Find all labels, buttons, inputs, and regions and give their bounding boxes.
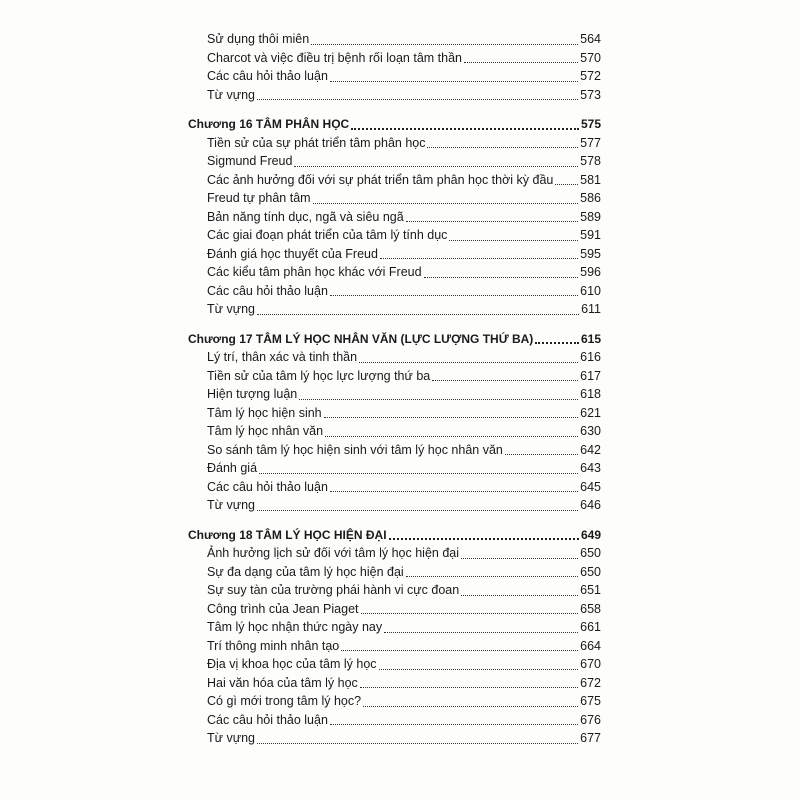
- dot-leader: [380, 258, 578, 259]
- entry-page-number: 642: [580, 442, 601, 457]
- entry-page-number: 589: [580, 209, 601, 224]
- entry-page-number: 677: [580, 731, 601, 745]
- entry-page-number: 650: [580, 564, 601, 579]
- toc-entry[interactable]: [188, 348, 601, 367]
- toc-entry[interactable]: [188, 544, 601, 563]
- dot-leader: [505, 454, 578, 455]
- entry-title: Tâm lý học hiện sinh: [207, 405, 322, 420]
- entry-page-number: 570: [580, 50, 601, 65]
- entry-title: Các câu hỏi thảo luận: [207, 69, 328, 83]
- toc-entry[interactable]: [188, 171, 601, 190]
- entry-page-number: 676: [580, 712, 601, 727]
- entry-page-number: 586: [580, 191, 601, 205]
- entry-title: So sánh tâm lý học hiện sinh với tâm lý học nhân văn: [207, 442, 503, 457]
- entry-title: Từ vựng: [207, 302, 255, 316]
- entry-page-number: 573: [580, 87, 601, 102]
- dot-leader: [389, 538, 579, 540]
- dot-leader: [330, 491, 578, 492]
- entry-page-number: 650: [580, 546, 601, 560]
- entry-page-number: 578: [580, 154, 601, 168]
- dot-leader: [330, 724, 578, 725]
- dot-leader: [257, 99, 578, 100]
- toc-entry[interactable]: [188, 459, 601, 478]
- entry-page-number: 610: [580, 283, 601, 298]
- entry-title: Lý trí, thân xác và tinh thần: [207, 350, 358, 364]
- dot-leader: [464, 62, 578, 63]
- dot-leader: [313, 203, 579, 204]
- toc-entry[interactable]: [188, 404, 601, 423]
- toc-entry[interactable]: [188, 189, 601, 208]
- toc-entry[interactable]: [188, 263, 601, 282]
- entry-title: Freud tự phân tâm: [207, 191, 311, 205]
- entry-title: Tâm lý học nhân văn: [207, 424, 324, 438]
- entry-title: Từ vựng: [207, 498, 255, 512]
- dot-leader: [427, 147, 578, 148]
- dot-leader: [330, 295, 578, 296]
- entry-title: Từ vựng: [207, 731, 255, 745]
- toc-entry[interactable]: [188, 581, 601, 600]
- entry-page-number: 596: [580, 265, 601, 279]
- chapter-page-number: 615: [580, 331, 601, 346]
- entry-title: Các câu hỏi thảo luận: [207, 712, 328, 727]
- entry-page-number: 675: [580, 694, 601, 708]
- entry-title: Sự suy tàn của trường phái hành vi cực đoan: [207, 583, 460, 597]
- dot-leader: [360, 687, 578, 688]
- section-spacer: [188, 515, 601, 526]
- toc-entry[interactable]: [188, 563, 601, 582]
- toc-entry[interactable]: [188, 134, 601, 153]
- dot-leader: [359, 362, 578, 363]
- dot-leader: [406, 221, 578, 222]
- entry-page-number: 661: [580, 620, 601, 634]
- entry-page-number: 617: [580, 368, 601, 383]
- chapter-title: Chương 17 TÂM LÝ HỌC NHÂN VĂN (LỰC LƯỢNG THỨ BA): [188, 331, 534, 346]
- entry-title: Tâm lý học nhận thức ngày nay: [207, 620, 383, 634]
- entry-page-number: 618: [580, 387, 601, 401]
- toc-entry[interactable]: [188, 226, 601, 245]
- toc-entry[interactable]: [188, 67, 601, 86]
- dot-leader: [461, 558, 578, 559]
- toc-entry[interactable]: [188, 208, 601, 227]
- toc-entry[interactable]: [188, 729, 601, 748]
- entry-title: Bản năng tính dục, ngã và siêu ngã: [207, 209, 404, 224]
- dot-leader: [257, 510, 578, 511]
- dot-leader: [324, 417, 579, 418]
- entry-title: Ảnh hưởng lịch sử đối với tâm lý học hiện đại: [207, 546, 460, 560]
- dot-leader: [363, 706, 578, 707]
- entry-page-number: 645: [580, 479, 601, 494]
- dot-leader: [449, 240, 578, 241]
- toc-entry[interactable]: [188, 300, 601, 319]
- toc-entry[interactable]: [188, 478, 601, 497]
- dot-leader: [330, 81, 578, 82]
- entry-page-number: 658: [580, 601, 601, 616]
- chapter-heading[interactable]: [188, 526, 601, 545]
- entry-page-number: 621: [580, 405, 601, 420]
- table-of-contents: [188, 30, 601, 748]
- entry-title: Từ vựng: [207, 87, 255, 102]
- toc-entry[interactable]: [188, 367, 601, 386]
- entry-page-number: 577: [580, 135, 601, 150]
- dot-leader: [259, 473, 578, 474]
- section-spacer: [188, 104, 601, 115]
- dot-leader: [384, 632, 578, 633]
- toc-entry[interactable]: [188, 441, 601, 460]
- dot-leader: [461, 595, 578, 596]
- chapter-title: Chương 18 TÂM LÝ HỌC HIỆN ĐẠI: [188, 527, 387, 542]
- dot-leader: [299, 399, 578, 400]
- entry-title: Charcot và việc điều trị bệnh rối loạn tâm thần: [207, 50, 462, 65]
- entry-page-number: 651: [580, 583, 601, 597]
- entry-title: Sự đa dạng của tâm lý học hiện đại: [207, 564, 404, 579]
- entry-title: Công trình của Jean Piaget: [207, 601, 359, 616]
- entry-title: Trí thông minh nhân tạo: [207, 638, 340, 653]
- toc-entry[interactable]: [188, 245, 601, 264]
- toc-entry[interactable]: [188, 496, 601, 515]
- entry-page-number: 664: [580, 638, 601, 653]
- dot-leader: [311, 44, 578, 45]
- entry-page-number: 611: [581, 302, 601, 316]
- chapter-heading[interactable]: [188, 115, 601, 134]
- entry-title: Địa vị khoa học của tâm lý học: [207, 657, 377, 671]
- dot-leader: [257, 314, 579, 315]
- entry-title: Các ảnh hưởng đối với sự phát triển tâm phân học thời kỳ đầu: [207, 172, 554, 187]
- dot-leader: [424, 277, 579, 278]
- entry-title: Hai văn hóa của tâm lý học: [207, 675, 358, 690]
- entry-title: Các câu hỏi thảo luận: [207, 479, 328, 494]
- dot-leader: [379, 669, 579, 670]
- entry-title: Đánh giá học thuyết của Freud: [207, 246, 378, 261]
- entry-page-number: 595: [580, 246, 601, 261]
- entry-title: Đánh giá: [207, 461, 258, 475]
- entry-title: Các kiểu tâm phân học khác với Freud: [207, 265, 422, 279]
- toc-entry[interactable]: [188, 49, 601, 68]
- entry-title: Có gì mới trong tâm lý học?: [207, 694, 362, 708]
- entry-page-number: 572: [580, 69, 601, 83]
- dot-leader: [294, 166, 578, 167]
- entry-page-number: 591: [580, 228, 601, 242]
- toc-entry[interactable]: [188, 282, 601, 301]
- entry-title: Các câu hỏi thảo luận: [207, 283, 328, 298]
- entry-title: Hiện tượng luận: [207, 387, 298, 401]
- dot-leader: [432, 380, 578, 381]
- toc-entry[interactable]: [188, 692, 601, 711]
- section-spacer: [188, 319, 601, 330]
- entry-page-number: 672: [580, 675, 601, 690]
- entry-page-number: 643: [580, 461, 601, 475]
- toc-entry[interactable]: [188, 711, 601, 730]
- dot-leader: [325, 436, 578, 437]
- toc-entry[interactable]: [188, 618, 601, 637]
- entry-title: Các giai đoạn phát triển của tâm lý tính dục: [207, 228, 448, 242]
- entry-page-number: 616: [580, 350, 601, 364]
- chapter-title: Chương 16 TÂM PHÂN HỌC: [188, 117, 350, 131]
- dot-leader: [535, 342, 579, 344]
- toc-entry[interactable]: [188, 385, 601, 404]
- entry-page-number: 581: [580, 172, 601, 187]
- dot-leader: [406, 576, 578, 577]
- toc-entry[interactable]: [188, 655, 601, 674]
- chapter-heading[interactable]: [188, 330, 601, 349]
- dot-leader: [257, 743, 578, 744]
- toc-entry[interactable]: [188, 637, 601, 656]
- dot-leader: [361, 613, 579, 614]
- toc-entry[interactable]: [188, 30, 601, 49]
- chapter-page-number: 575: [580, 117, 601, 131]
- toc-entry[interactable]: [188, 600, 601, 619]
- chapter-page-number: 649: [580, 527, 601, 542]
- toc-entry[interactable]: [188, 674, 601, 693]
- dot-leader: [351, 128, 579, 130]
- toc-entry[interactable]: [188, 86, 601, 105]
- toc-entry[interactable]: [188, 152, 601, 171]
- entry-title: Sigmund Freud: [207, 154, 293, 168]
- dot-leader: [341, 650, 578, 651]
- entry-title: Sử dụng thôi miên: [207, 32, 310, 46]
- entry-page-number: 670: [580, 657, 601, 671]
- toc-entry[interactable]: [188, 422, 601, 441]
- entry-page-number: 646: [580, 498, 601, 512]
- entry-title: Tiền sử của tâm lý học lực lượng thứ ba: [207, 368, 431, 383]
- dot-leader: [555, 184, 578, 185]
- entry-page-number: 564: [580, 32, 601, 46]
- entry-page-number: 630: [580, 424, 601, 438]
- entry-title: Tiền sử của sự phát triển tâm phân học: [207, 135, 426, 150]
